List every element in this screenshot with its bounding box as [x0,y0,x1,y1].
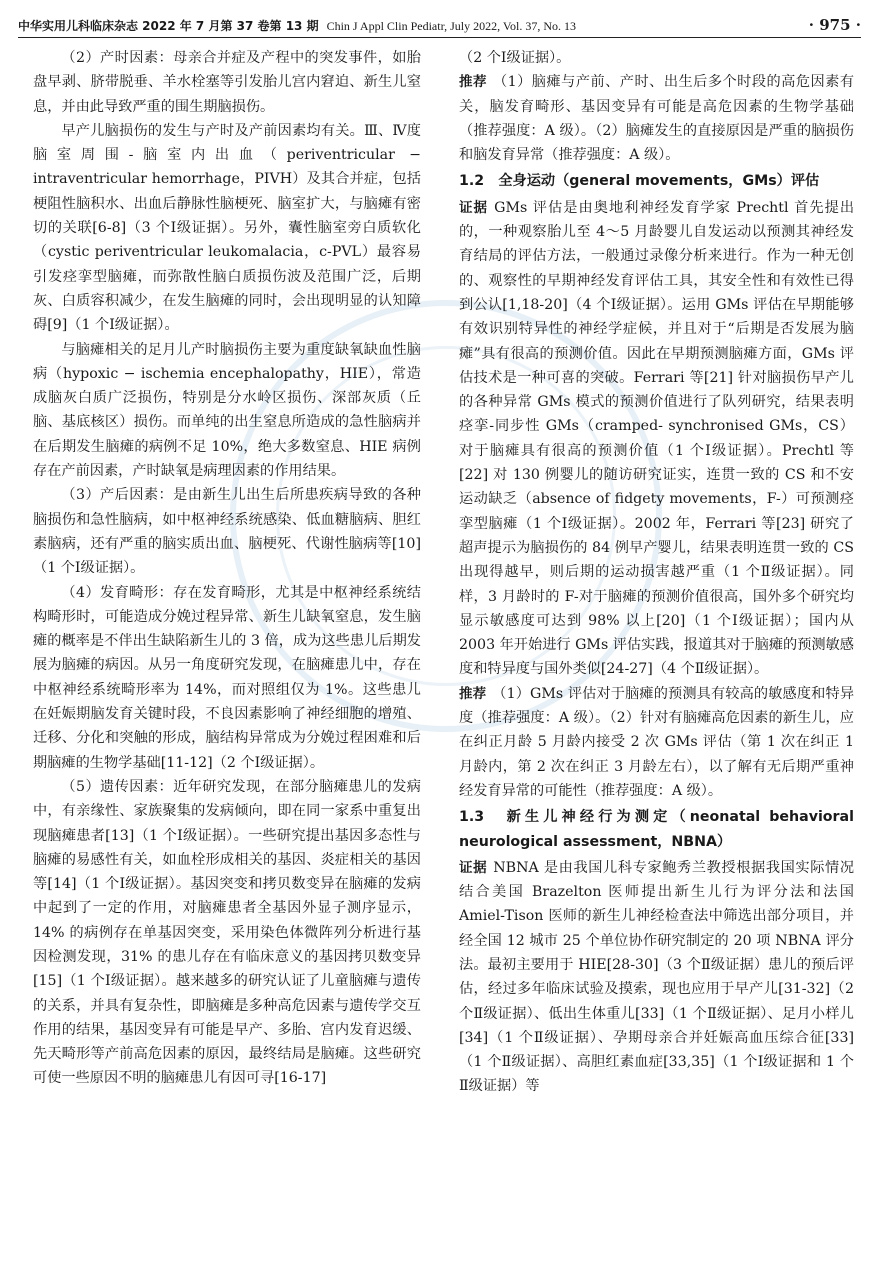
right-column [459,46,854,1099]
paragraph-preterm-brain-injury: 早产儿脑损伤的发生与产时及产前因素均有关。Ⅲ、Ⅳ度脑室周围-脑室内出血（periventricular − intraventricular hemorrhage，PIVH）及其合并症，包括梗阻性脑积水、出血后静脉性脑梗死、脑室扩大，与脑瘫有密切的关联[6-8]（3 个Ⅰ级证据）。另外，囊性脑室旁白质软化（cystic periventricular leukomalacia，c-PVL）最容易引发痉挛型脑瘫，而弥散性脑白质损伤波及范围广泛，后期灰、白质容积减少，在发生脑瘫的同时，会出现明显的认知障碍[9]（1 个Ⅰ级证据）。 [33,122,421,334]
paragraph-postnatal-factors: （3）产后因素：是由新生儿出生后所患疾病导致的各种脑损伤和急性脑病，如中枢神经系统感染、低血糖脑病、胆红素脑病，还有严重的脑实质出血、脑梗死、代谢性脑病等[10]（1 个Ⅰ级证据）。 [33,487,421,577]
section-heading-gms: 1.2 全身运动（general movements，GMs）评估 [459,173,820,190]
paragraph-term-hie: 与脑瘫相关的足月儿产时脑损伤主要为重度缺氧缺血性脑病（hypoxic − ischemia encephalopathy，HIE），常造成脑灰白质广泛损伤，特别是分水岭区损伤、深部灰质（丘脑、基底核区）损伤。而单纯的出生窒息所造成的急性脑病并在后期发生脑瘫的病例不足 10%，绝大多数窒息、HIE 病例存在产前因素，产时缺氧是病理因素的作用结果。 [33,341,421,480]
evidence-text: NBNA 是由我国儿科专家鲍秀兰教授根据我国实际情况结合美国 Brazelton 医师提出新生儿行为评分法和法国 Amiel-Tison 医师的新生儿神经检查法中筛选出部分项目，并经全国 12 城市 25 个单位协作研究制定的 20 项 NBNA 评分法。最初主要用于 HIE[28-30]（3 个Ⅱ级证据）患儿的预后评估，经过多年临床试验及摸索，现也应用于早产儿[31-32]（2 个Ⅱ级证据）、低出生体重儿[33]（1 个Ⅱ级证据）、足月小样儿[34]（1 个Ⅱ级证据）、孕期母亲合并妊娠高血压综合征[33]（1 个Ⅱ级证据）、高胆红素血症[33,35]（1 个Ⅰ级证据和 1 个Ⅱ级证据）等 [459,859,855,1095]
recommendation-label: 推荐 [459,685,487,702]
evidence-label: 证据 [459,199,489,216]
paragraph-continuation: （2 个Ⅰ级证据）。 [459,50,571,66]
paragraph-genetic-factors: （5）遗传因素：近年研究发现，在部分脑瘫患儿的发病中，有亲缘性、家族聚集的发病倾向，即在同一家系中重复出现脑瘫患者[13]（1 个Ⅰ级证据）。一些研究提出基因多态性与脑瘫的易感性有关，如血栓形成相关的基因、炎症相关的基因等[14]（1 个Ⅰ级证据）。基因突变和拷贝数变异在脑瘫的发病中起到了一定的作用，对脑瘫患者全基因外显子测序显示，14% 的病例存在单基因突变，采用染色体微阵列分析进行基因检测发现，31% 的患儿存在有临床意义的基因拷贝数变异[15]（1 个Ⅰ级证据）。越来越多的研究认证了儿童脑瘫与遗传的关系，并具有复杂性，即脑瘫是多种高危因素与遗传学交互作用的结果，基因变异有可能是早产、多胎、宫内发育迟缓、先天畸形等产前高危因素的原因，最终结局是脑瘫。这些研究可使一些原因不明的脑瘫患儿有因可寻[16-17] [33,778,421,1087]
recommendation-2 [459,682,854,803]
evidence-nbna [459,856,854,1099]
recommendation-text: （1）脑瘫与产前、产时、出生后多个时段的高危因素有关，脑发育畸形、基因变异有可能是高危因素的生物学基础（推荐强度：A 级）。（2）脑瘫发生的直接原因是严重的脑损伤和脑发育异常（推荐强度：A 级）。 [459,74,855,164]
recommendation-label: 推荐 [459,74,487,91]
page-number: · 975 · [808,16,861,34]
paragraph-intrapartum-factors: （2）产时因素：母亲合并症及产程中的突发事件，如胎盘早剥、脐带脱垂、羊水栓塞等引发胎儿宫内窘迫、新生儿窒息，并由此导致严重的围生期脑损伤。 [33,50,421,115]
left-column [33,46,421,1091]
recommendation-1 [459,70,854,167]
journal-title-en: Chin J Appl Clin Pediatr, July 2022, Vol. 37, No. 13 [326,19,577,33]
evidence-label: 证据 [459,859,488,876]
recommendation-text: （1）GMs 评估对于脑瘫的预测具有较高的敏感度和特异度（推荐强度：A 级）。（2）针对有脑瘫高危因素的新生儿，应在纠正月龄 5 月龄内接受 2 次 GMs 评估（第 1 次在纠正 1 月龄内，第 2 次在纠正 3 月龄左右），以了解有无后期严重神经发育异常的可能性（推荐强度：A 级）。 [459,685,855,799]
section-heading-nbna: 1.3 新生儿神经行为测定（neonatal behavioral neurological assessment，NBNA） [459,809,854,850]
running-header [18,8,861,38]
paragraph-malformation: （4）发育畸形：存在发育畸形，尤其是中枢神经系统结构畸形时，可能造成分娩过程异常、新生儿缺氧窒息，发生脑瘫的概率是不伴出生缺陷新生儿的 3 倍，成为这些患儿后期发展为脑瘫的病因。从另一角度研究发现，在脑瘫患儿中，存在中枢神经系统畸形率为 14%，而对照组仅为 1%。这些患儿在妊娠期脑发育关键时段，不良因素影响了神经细胞的增殖、迁移、分化和突触的形成，脑结构异常成为分娩过程困难和后期脑瘫的生物学基础[11-12]（2 个Ⅰ级证据）。 [33,584,421,771]
evidence-text: GMs 评估是由奥地利神经发育学家 Prechtl 首先提出的，一种观察胎儿至 4～5 月龄婴儿自发运动以预测其神经发育结局的评估方法，一般通过录像分析来进行。作为一种无创的、观察性的早期神经发育评估工具，其安全性和有效性已得到公认[1,18-20]（4 个Ⅰ级证据）。运用 GMs 评估在早期能够有效识别特异性的神经学症候，并且对于“后期是否发展为脑瘫”具有很高的预测价值。因此在早期预测脑瘫方面，GMs 评估技术是一种可喜的突破。Ferrari 等[21] 针对脑损伤早产儿的各种异常 GMs 模式的预测价值进行了队列研究，结果表明痉挛-同步性 GMs（cramped- synchronised GMs，CS）对于脑瘫具有很高的预测价值（1 个Ⅰ级证据）。Prechtl 等[22] 对 130 例婴儿的随访研究证实，连贯一致的 CS 和不安运动缺乏（absence of fidgety movements，F-）可预测痉挛型脑瘫（1 个Ⅰ级证据）。2002 年，Ferrari 等[23] 研究了超声提示为脑损伤的 84 例早产婴儿，结果表明连贯一致的 CS 出现得越早，则后期的运动损害越严重（1 个Ⅱ级证据）。同样，3 月龄时的 F-对于脑瘫的预测价值很高，国外多个研究均显示敏感度可达到 98% 以上[20]（1 个Ⅰ级证据）；国内从 2003 年开始进行 GMs 评估实践，报道其对于脑瘫的预测敏感度和特异度与国外类似[24-27]（4 个Ⅱ级证据）。 [459,199,855,678]
journal-title-cn: 中华实用儿科临床杂志 2022 年 7 月第 37 卷第 13 期 [18,19,319,33]
evidence-gms [459,196,854,682]
